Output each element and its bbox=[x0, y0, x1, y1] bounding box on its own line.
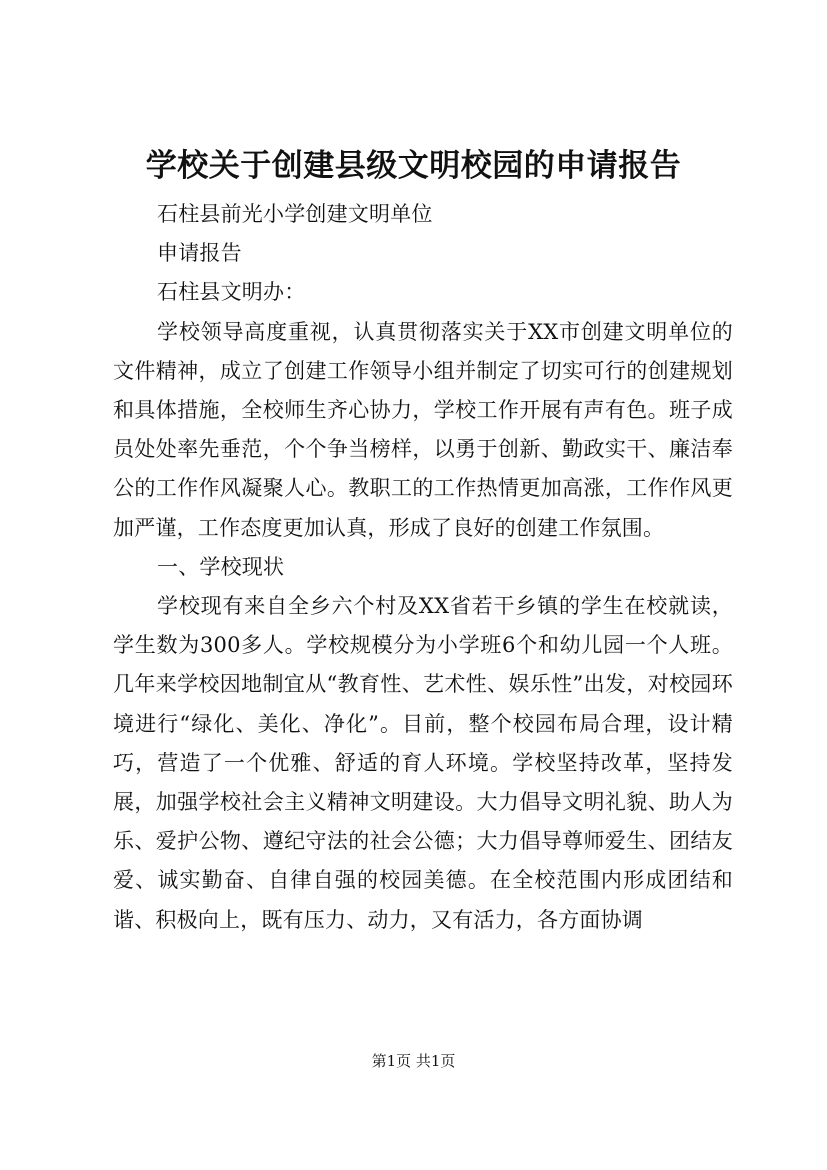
subtitle-line-1: 石柱县前光小学创建文明单位 bbox=[157, 202, 433, 226]
paragraph-intro: 学校领导高度重视，认真贯彻落实关于XX市创建文明单位的文件精神，成立了创建工作领导小组并制定了切实可行的创建规划和具体措施，全校师生齐心协力，学校工作开展有声有色。班子成员处处率先垂范，个个争当榜样，以勇于创新、勤政实干、廉洁奉公的工作作风凝聚人心。教职工的工作热情更加高涨，工作作风更加严谨，工作态度更加认真，形成了良好的创建工作氛围。 bbox=[113, 319, 733, 540]
page-footer: 第1页 共1页 bbox=[371, 1052, 456, 1070]
subtitle-line-2: 申请报告 bbox=[157, 241, 242, 266]
document-body bbox=[113, 195, 733, 940]
document-title: 学校关于创建县级文明校园的申请报告 bbox=[145, 148, 682, 184]
paragraph-status: 学校现有来自全乡六个村及XX省若干乡镇的学生在校就读，学生数为300多人。学校规模分为小学班6个和幼儿园一个人班。几年来学校因地制宜从“教育性、艺术性、娱乐性”出发，对校园环境进行“绿化、美化、净化”。目前，整个校园布局合理，设计精巧，营造了一个优雅、舒适的育人环境。学校坚持改革，坚持发展，加强学校社会主义精神文明建设。大力倡导文明礼貌、助人为乐、爱护公物、遵纪守法的社会公德；大力倡导尊师爱生、团结友爱、诚实勤奋、自律自强的校园美德。在全校范围内形成团结和谐、积极向上，既有压力、动力，又有活力，各方面协调 bbox=[113, 594, 733, 932]
section-heading-status: 一、学校现状 bbox=[157, 554, 285, 579]
recipient-line: 石柱县文明办： bbox=[157, 280, 306, 305]
